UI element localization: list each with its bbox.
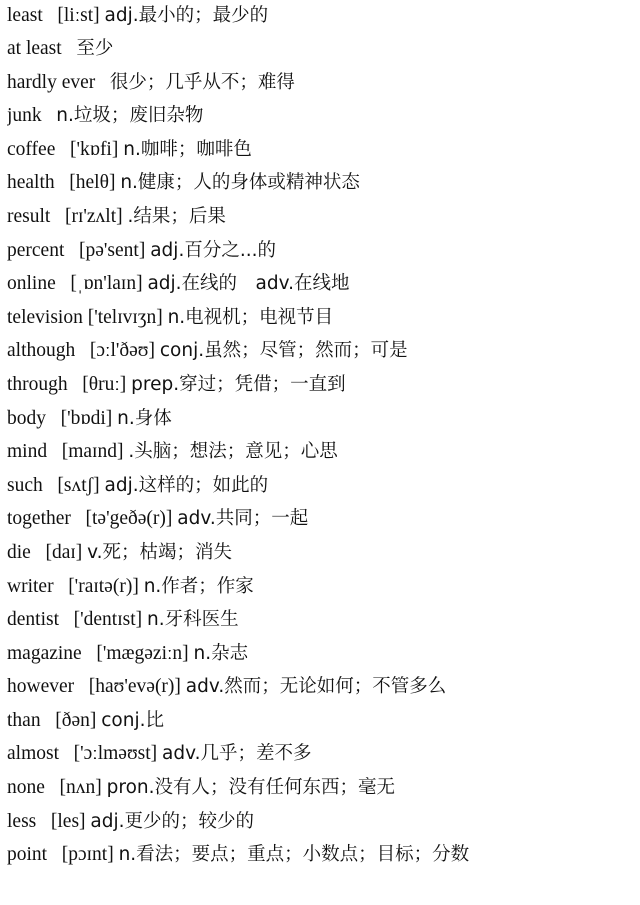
entry-phonetic: ['raɪtə(r)] [68, 575, 139, 597]
entry-phonetic: [pə'sent] [79, 239, 146, 261]
entry-word: result [7, 205, 51, 227]
entry-word: health [7, 172, 55, 194]
entry-definition: adv.几乎；差不多 [162, 743, 312, 765]
entry-definition: n.作者；作家 [143, 575, 254, 597]
entry-phonetic: [sʌtʃ] [57, 474, 100, 496]
vocab-entry [7, 334, 635, 368]
entry-definition: n.咖啡；咖啡色 [123, 138, 252, 160]
vocab-entry [7, 570, 635, 604]
vocab-entry [7, 99, 635, 133]
entry-definition: n.杂志 [193, 642, 249, 664]
entry-phonetic: ['mægəziːn] [96, 642, 189, 664]
vocab-entry [7, 771, 635, 805]
entry-word: dentist [7, 609, 59, 631]
entry-word: such [7, 474, 43, 496]
vocab-entry [7, 637, 635, 671]
vocabulary-list [7, 0, 635, 872]
vocab-entry [7, 66, 635, 100]
entry-word: together [7, 508, 71, 530]
entry-definition: adj.百分之...的 [150, 239, 276, 261]
entry-word: die [7, 541, 31, 563]
vocab-entry [7, 737, 635, 771]
entry-word: hardly ever [7, 71, 96, 93]
entry-word: although [7, 340, 76, 362]
entry-phonetic: [tə'geðə(r)] [85, 508, 173, 530]
entry-phonetic: ['telɪvɪʒn] [87, 306, 163, 328]
vocab-entry [7, 402, 635, 436]
entry-phonetic: ['dentɪst] [73, 609, 143, 631]
entry-word: almost [7, 743, 59, 765]
vocab-entry [7, 32, 635, 66]
entry-word: mind [7, 441, 48, 463]
entry-phonetic: [rɪ'zʌlt] [64, 205, 123, 227]
entry-definition: pron.没有人；没有任何东西；毫无 [106, 777, 396, 799]
entry-word: television [7, 306, 83, 328]
entry-word: magazine [7, 642, 82, 664]
entry-word: writer [7, 575, 54, 597]
vocab-entry [7, 166, 635, 200]
entry-phonetic: ['bɒdi] [60, 407, 113, 429]
entry-word: than [7, 709, 41, 731]
entry-definition: adj.这样的；如此的 [104, 474, 269, 496]
entry-phonetic: [θruː] [82, 373, 127, 395]
entry-phonetic: ['kɒfi] [69, 138, 119, 160]
entry-definition: n.看法；要点；重点；小数点；目标；分数 [118, 844, 470, 866]
vocab-entry [7, 301, 635, 335]
entry-word: at least [7, 38, 62, 59]
entry-phonetic: [nʌn] [59, 777, 102, 799]
vocab-entry [7, 704, 635, 738]
entry-word: through [7, 373, 68, 395]
vocab-entry [7, 805, 635, 839]
entry-definition: .结果；后果 [127, 205, 226, 227]
entry-word: least [7, 5, 43, 26]
entry-definition: .头脑；想法；意见；心思 [128, 441, 338, 463]
vocab-entry [7, 536, 635, 570]
entry-definition: n.身体 [117, 407, 172, 429]
entry-definition: adv.共同；一起 [177, 508, 309, 530]
vocab-entry [7, 133, 635, 167]
entry-definition: n.垃圾；废旧杂物 [56, 105, 204, 127]
vocab-entry [7, 670, 635, 704]
entry-definition: adj.更少的；较少的 [90, 810, 255, 832]
entry-phonetic: [les] [50, 810, 86, 832]
entry-phonetic: [liːst] [57, 5, 100, 26]
entry-definition: adj.在线的 adv.在线地 [147, 273, 350, 295]
entry-definition: n.健康；人的身体或精神状态 [120, 172, 360, 194]
entry-phonetic: [pɔɪnt] [61, 844, 114, 866]
entry-definition: conj.比 [101, 709, 164, 731]
entry-definition: n.电视机；电视节目 [167, 306, 334, 328]
entry-definition: 至少 [76, 38, 114, 59]
entry-word: online [7, 273, 56, 295]
vocab-entry [7, 435, 635, 469]
entry-word: less [7, 810, 37, 832]
entry-word: junk [7, 105, 42, 127]
vocab-entry [7, 0, 635, 32]
entry-phonetic: [daɪ] [45, 541, 83, 563]
entry-definition: adv.然而；无论如何；不管多么 [185, 676, 447, 698]
entry-definition: 很少；几乎从不；难得 [109, 71, 295, 93]
entry-word: none [7, 777, 45, 799]
entry-phonetic: [maɪnd] [61, 441, 124, 463]
vocab-entry [7, 838, 635, 872]
vocab-entry [7, 234, 635, 268]
entry-word: however [7, 676, 75, 698]
entry-phonetic: [ɔːl'ðəʊ] [89, 340, 155, 362]
vocab-entry [7, 267, 635, 301]
entry-word: coffee [7, 138, 56, 160]
entry-word: point [7, 844, 48, 866]
entry-word: body [7, 407, 46, 429]
vocab-entry [7, 502, 635, 536]
entry-phonetic: [helθ] [69, 172, 116, 194]
entry-definition: conj.虽然；尽管；然而；可是 [159, 340, 408, 362]
entry-phonetic: [haʊ'evə(r)] [88, 676, 181, 698]
vocab-entry [7, 469, 635, 503]
entry-phonetic: [ˌɒn'laɪn] [70, 273, 143, 295]
entry-definition: adj.最小的；最少的 [104, 5, 269, 26]
entry-word: percent [7, 239, 65, 261]
vocab-entry [7, 368, 635, 402]
entry-definition: v.死；枯竭；消失 [87, 541, 233, 563]
entry-definition: prep.穿过；凭借；一直到 [131, 373, 346, 395]
entry-definition: n.牙科医生 [147, 609, 239, 631]
vocab-entry [7, 200, 635, 234]
entry-phonetic: [ðən] [55, 709, 97, 731]
vocab-entry [7, 603, 635, 637]
entry-phonetic: ['ɔːlməʊst] [73, 743, 158, 765]
